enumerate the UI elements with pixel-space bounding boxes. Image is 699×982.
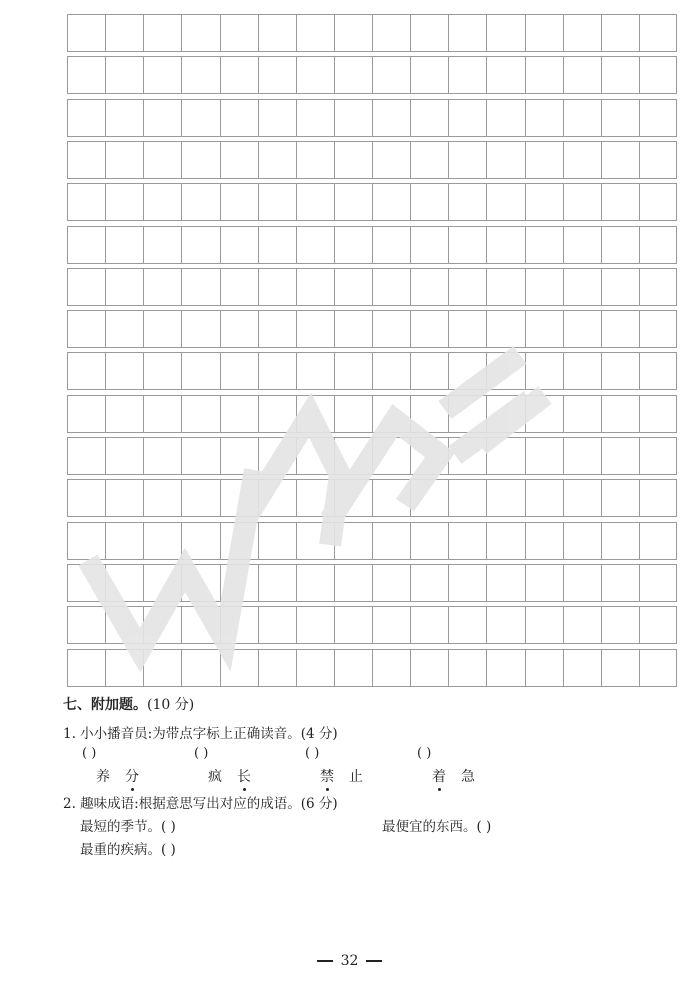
grid-cell[interactable] xyxy=(487,480,525,516)
grid-cell[interactable] xyxy=(259,396,297,432)
grid-cell[interactable] xyxy=(411,100,449,136)
grid-cell[interactable] xyxy=(106,57,144,93)
grid-cell[interactable] xyxy=(411,269,449,305)
grid-cell[interactable] xyxy=(144,227,182,263)
grid-cell[interactable] xyxy=(259,607,297,643)
word-4-char-b: 急 xyxy=(461,769,476,785)
answer-blank-4[interactable]: ( ) xyxy=(417,746,432,761)
grid-cell[interactable] xyxy=(68,15,106,51)
grid-cell[interactable] xyxy=(487,353,525,389)
grid-cell[interactable] xyxy=(602,311,640,347)
grid-cell[interactable] xyxy=(449,15,487,51)
grid-cell[interactable] xyxy=(335,100,373,136)
grid-cell[interactable] xyxy=(602,184,640,220)
grid-cell[interactable] xyxy=(221,438,259,474)
grid-cell[interactable] xyxy=(526,353,564,389)
grid-cell[interactable] xyxy=(144,607,182,643)
grid-cell[interactable] xyxy=(144,15,182,51)
grid-cell[interactable] xyxy=(68,353,106,389)
question-2-prompt: 2. 趣味成语:根据意思写出对应的成语。(6 分) xyxy=(63,796,338,812)
grid-cell[interactable] xyxy=(144,650,182,686)
grid-cell[interactable] xyxy=(411,57,449,93)
right-dash xyxy=(366,960,382,962)
grid-cell[interactable] xyxy=(449,396,487,432)
grid-cell[interactable] xyxy=(411,311,449,347)
grid-cell[interactable] xyxy=(411,438,449,474)
grid-cell[interactable] xyxy=(297,650,335,686)
section-7-score: (10 分) xyxy=(147,697,195,713)
grid-cell[interactable] xyxy=(373,523,411,559)
grid-cell[interactable] xyxy=(144,184,182,220)
grid-cell[interactable] xyxy=(221,15,259,51)
word-2-dotted-char: 长 xyxy=(237,766,252,786)
grid-cell[interactable] xyxy=(449,269,487,305)
grid-cell[interactable] xyxy=(221,353,259,389)
grid-cell[interactable] xyxy=(411,227,449,263)
grid-cell[interactable] xyxy=(259,353,297,389)
grid-cell[interactable] xyxy=(335,523,373,559)
grid-cell[interactable] xyxy=(182,523,220,559)
grid-row xyxy=(67,268,677,306)
grid-cell[interactable] xyxy=(335,480,373,516)
grid-cell[interactable] xyxy=(487,15,525,51)
grid-cell[interactable] xyxy=(411,15,449,51)
grid-cell[interactable] xyxy=(526,227,564,263)
grid-cell[interactable] xyxy=(106,142,144,178)
grid-cell[interactable] xyxy=(487,523,525,559)
grid-cell[interactable] xyxy=(411,353,449,389)
grid-cell[interactable] xyxy=(297,15,335,51)
grid-row xyxy=(67,479,677,517)
grid-cell[interactable] xyxy=(297,184,335,220)
grid-cell[interactable] xyxy=(182,396,220,432)
grid-cell[interactable] xyxy=(335,142,373,178)
grid-cell[interactable] xyxy=(259,269,297,305)
grid-cell[interactable] xyxy=(106,607,144,643)
grid-cell[interactable] xyxy=(221,142,259,178)
grid-cell[interactable] xyxy=(144,396,182,432)
grid-cell[interactable] xyxy=(602,523,640,559)
grid-cell[interactable] xyxy=(564,184,602,220)
grid-cell[interactable] xyxy=(297,480,335,516)
grid-cell[interactable] xyxy=(335,565,373,601)
grid-cell[interactable] xyxy=(602,269,640,305)
grid-cell[interactable] xyxy=(487,269,525,305)
grid-cell[interactable] xyxy=(373,480,411,516)
grid-cell[interactable] xyxy=(373,57,411,93)
question-1-prompt: 1. 小小播音员:为带点字标上正确读音。(4 分) xyxy=(63,726,338,742)
grid-cell[interactable] xyxy=(182,184,220,220)
grid-cell[interactable] xyxy=(373,396,411,432)
grid-cell[interactable] xyxy=(411,523,449,559)
grid-cell[interactable] xyxy=(335,607,373,643)
grid-cell[interactable] xyxy=(182,650,220,686)
grid-cell[interactable] xyxy=(221,480,259,516)
grid-cell[interactable] xyxy=(259,565,297,601)
grid-cell[interactable] xyxy=(487,650,525,686)
word-2-char-a: 疯 xyxy=(208,769,223,785)
grid-cell[interactable] xyxy=(564,438,602,474)
grid-cell[interactable] xyxy=(182,227,220,263)
grid-cell[interactable] xyxy=(297,523,335,559)
grid-cell[interactable] xyxy=(106,438,144,474)
grid-cell[interactable] xyxy=(526,480,564,516)
grid-cell[interactable] xyxy=(259,480,297,516)
page-number xyxy=(0,953,699,969)
grid-row xyxy=(67,14,677,52)
answer-blank-2[interactable]: ( ) xyxy=(194,746,209,761)
grid-cell[interactable] xyxy=(68,523,106,559)
word-1 xyxy=(96,766,140,786)
grid-cell[interactable] xyxy=(602,100,640,136)
grid-cell[interactable] xyxy=(144,353,182,389)
idiom-item-3: 最重的疾病。( ) xyxy=(80,842,176,858)
grid-cell[interactable] xyxy=(297,269,335,305)
grid-cell[interactable] xyxy=(335,184,373,220)
grid-cell[interactable] xyxy=(373,142,411,178)
answer-blank-3[interactable]: ( ) xyxy=(305,746,320,761)
grid-row xyxy=(67,226,677,264)
grid-cell[interactable] xyxy=(297,311,335,347)
grid-cell[interactable] xyxy=(68,269,106,305)
grid-cell[interactable] xyxy=(68,650,106,686)
grid-cell[interactable] xyxy=(221,523,259,559)
grid-cell[interactable] xyxy=(68,396,106,432)
grid-cell[interactable] xyxy=(297,100,335,136)
grid-cell[interactable] xyxy=(526,100,564,136)
grid-cell[interactable] xyxy=(373,15,411,51)
grid-cell[interactable] xyxy=(564,480,602,516)
grid-cell[interactable] xyxy=(106,15,144,51)
grid-cell[interactable] xyxy=(564,100,602,136)
grid-cell[interactable] xyxy=(449,650,487,686)
grid-cell[interactable] xyxy=(182,353,220,389)
grid-cell[interactable] xyxy=(106,565,144,601)
grid-cell[interactable] xyxy=(449,311,487,347)
grid-cell[interactable] xyxy=(564,607,602,643)
grid-cell[interactable] xyxy=(335,353,373,389)
grid-cell[interactable] xyxy=(602,438,640,474)
grid-cell[interactable] xyxy=(602,480,640,516)
grid-cell[interactable] xyxy=(182,480,220,516)
grid-row xyxy=(67,649,677,687)
grid-cell[interactable] xyxy=(259,523,297,559)
grid-row xyxy=(67,522,677,560)
grid-cell[interactable] xyxy=(526,438,564,474)
grid-cell[interactable] xyxy=(602,565,640,601)
grid-cell[interactable] xyxy=(221,184,259,220)
grid-cell[interactable] xyxy=(564,57,602,93)
grid-cell[interactable] xyxy=(297,142,335,178)
word-3 xyxy=(320,766,364,786)
grid-row xyxy=(67,437,677,475)
grid-cell[interactable] xyxy=(411,607,449,643)
grid-cell[interactable] xyxy=(221,269,259,305)
word-3-dotted-char: 禁 xyxy=(320,766,335,786)
grid-cell[interactable] xyxy=(449,565,487,601)
grid-cell[interactable] xyxy=(564,142,602,178)
grid-cell[interactable] xyxy=(106,227,144,263)
idiom-item-2: 最便宜的东西。( ) xyxy=(382,819,492,835)
grid-cell[interactable] xyxy=(526,184,564,220)
grid-cell[interactable] xyxy=(297,607,335,643)
grid-cell[interactable] xyxy=(68,100,106,136)
grid-cell[interactable] xyxy=(564,565,602,601)
grid-row xyxy=(67,56,677,94)
grid-cell[interactable] xyxy=(68,57,106,93)
grid-cell[interactable] xyxy=(487,396,525,432)
grid-row xyxy=(67,352,677,390)
grid-cell[interactable] xyxy=(564,15,602,51)
grid-cell[interactable] xyxy=(106,650,144,686)
grid-cell[interactable] xyxy=(449,353,487,389)
grid-cell[interactable] xyxy=(221,311,259,347)
grid-cell[interactable] xyxy=(297,396,335,432)
grid-cell[interactable] xyxy=(182,142,220,178)
grid-cell[interactable] xyxy=(106,311,144,347)
grid-cell[interactable] xyxy=(297,353,335,389)
grid-cell[interactable] xyxy=(526,311,564,347)
answer-blank-1[interactable]: ( ) xyxy=(82,746,97,761)
section-7-title-text: 七、附加题。 xyxy=(63,697,147,713)
grid-cell[interactable] xyxy=(106,396,144,432)
grid-cell[interactable] xyxy=(259,100,297,136)
section-7-title xyxy=(63,694,194,714)
grid-cell[interactable] xyxy=(68,311,106,347)
grid-cell[interactable] xyxy=(602,57,640,93)
grid-cell[interactable] xyxy=(335,269,373,305)
grid-cell[interactable] xyxy=(68,565,106,601)
word-2 xyxy=(208,766,252,786)
grid-cell[interactable] xyxy=(335,227,373,263)
grid-cell[interactable] xyxy=(297,57,335,93)
grid-cell[interactable] xyxy=(259,142,297,178)
grid-cell[interactable] xyxy=(373,565,411,601)
grid-cell[interactable] xyxy=(602,142,640,178)
grid-cell[interactable] xyxy=(487,438,525,474)
grid-cell[interactable] xyxy=(221,100,259,136)
grid-cell[interactable] xyxy=(106,184,144,220)
grid-cell[interactable] xyxy=(182,100,220,136)
grid-cell[interactable] xyxy=(106,523,144,559)
idiom-item-1: 最短的季节。( ) xyxy=(80,819,176,835)
grid-cell[interactable] xyxy=(144,100,182,136)
grid-cell[interactable] xyxy=(144,269,182,305)
grid-cell[interactable] xyxy=(411,184,449,220)
grid-cell[interactable] xyxy=(144,57,182,93)
grid-cell[interactable] xyxy=(68,184,106,220)
grid-cell[interactable] xyxy=(182,565,220,601)
grid-cell[interactable] xyxy=(602,607,640,643)
grid-cell[interactable] xyxy=(221,650,259,686)
grid-row xyxy=(67,395,677,433)
grid-cell[interactable] xyxy=(564,353,602,389)
grid-cell[interactable] xyxy=(487,184,525,220)
word-3-char-b: 止 xyxy=(349,769,364,785)
grid-cell[interactable] xyxy=(297,227,335,263)
grid-cell[interactable] xyxy=(106,269,144,305)
grid-cell[interactable] xyxy=(526,396,564,432)
grid-cell[interactable] xyxy=(602,650,640,686)
grid-cell[interactable] xyxy=(602,227,640,263)
grid-cell[interactable] xyxy=(487,565,525,601)
grid-cell[interactable] xyxy=(373,184,411,220)
grid-cell[interactable] xyxy=(564,396,602,432)
grid-cell[interactable] xyxy=(411,396,449,432)
grid-cell[interactable] xyxy=(221,565,259,601)
grid-cell[interactable] xyxy=(449,227,487,263)
grid-cell[interactable] xyxy=(297,438,335,474)
grid-cell[interactable] xyxy=(144,142,182,178)
left-dash xyxy=(317,960,333,962)
grid-cell[interactable] xyxy=(373,269,411,305)
grid-cell[interactable] xyxy=(68,227,106,263)
grid-cell[interactable] xyxy=(335,396,373,432)
grid-cell[interactable] xyxy=(259,311,297,347)
grid-cell[interactable] xyxy=(564,523,602,559)
grid-cell[interactable] xyxy=(68,438,106,474)
grid-cell[interactable] xyxy=(449,100,487,136)
grid-cell[interactable] xyxy=(487,311,525,347)
grid-cell[interactable] xyxy=(297,565,335,601)
grid-cell[interactable] xyxy=(449,607,487,643)
word-4-dotted-char: 着 xyxy=(432,766,447,786)
grid-cell[interactable] xyxy=(449,184,487,220)
grid-cell[interactable] xyxy=(487,100,525,136)
grid-cell[interactable] xyxy=(373,650,411,686)
grid-cell[interactable] xyxy=(259,227,297,263)
grid-cell[interactable] xyxy=(144,523,182,559)
page-number-text: 32 xyxy=(340,953,359,969)
grid-cell[interactable] xyxy=(449,480,487,516)
grid-cell[interactable] xyxy=(411,142,449,178)
grid-cell[interactable] xyxy=(449,142,487,178)
grid-cell[interactable] xyxy=(106,480,144,516)
grid-cell[interactable] xyxy=(144,565,182,601)
grid-cell[interactable] xyxy=(411,565,449,601)
grid-cell[interactable] xyxy=(602,15,640,51)
grid-cell[interactable] xyxy=(526,523,564,559)
grid-cell[interactable] xyxy=(487,227,525,263)
grid-cell[interactable] xyxy=(221,57,259,93)
grid-cell[interactable] xyxy=(449,57,487,93)
word-1-dotted-char: 分 xyxy=(125,766,140,786)
grid-cell[interactable] xyxy=(259,650,297,686)
grid-cell[interactable] xyxy=(564,269,602,305)
grid-cell[interactable] xyxy=(373,100,411,136)
grid-cell[interactable] xyxy=(373,607,411,643)
grid-cell[interactable] xyxy=(373,227,411,263)
grid-cell[interactable] xyxy=(182,607,220,643)
grid-cell[interactable] xyxy=(335,650,373,686)
grid-cell[interactable] xyxy=(259,57,297,93)
grid-cell[interactable] xyxy=(602,353,640,389)
grid-cell[interactable] xyxy=(144,311,182,347)
grid-cell[interactable] xyxy=(182,57,220,93)
grid-cell[interactable] xyxy=(526,269,564,305)
grid-cell[interactable] xyxy=(106,100,144,136)
grid-cell[interactable] xyxy=(68,142,106,178)
grid-cell[interactable] xyxy=(487,142,525,178)
grid-cell[interactable] xyxy=(68,607,106,643)
grid-cell[interactable] xyxy=(526,57,564,93)
grid-cell[interactable] xyxy=(182,15,220,51)
grid-cell[interactable] xyxy=(221,227,259,263)
grid-cell[interactable] xyxy=(449,438,487,474)
grid-cell[interactable] xyxy=(411,480,449,516)
grid-cell[interactable] xyxy=(259,15,297,51)
grid-cell[interactable] xyxy=(487,57,525,93)
grid-row xyxy=(67,141,677,179)
grid-row xyxy=(67,310,677,348)
grid-cell[interactable] xyxy=(373,311,411,347)
grid-cell[interactable] xyxy=(182,269,220,305)
grid-cell[interactable] xyxy=(335,438,373,474)
grid-cell[interactable] xyxy=(259,438,297,474)
grid-cell[interactable] xyxy=(335,15,373,51)
grid-cell[interactable] xyxy=(526,650,564,686)
grid-row xyxy=(67,564,677,602)
grid-cell[interactable] xyxy=(526,565,564,601)
grid-cell[interactable] xyxy=(373,438,411,474)
grid-row xyxy=(67,606,677,644)
grid-cell[interactable] xyxy=(335,311,373,347)
grid-cell[interactable] xyxy=(182,311,220,347)
grid-cell[interactable] xyxy=(564,227,602,263)
grid-cell[interactable] xyxy=(411,650,449,686)
grid-cell[interactable] xyxy=(564,311,602,347)
word-1-char-a: 养 xyxy=(96,769,111,785)
word-4 xyxy=(432,766,476,786)
grid-cell[interactable] xyxy=(221,396,259,432)
grid-cell[interactable] xyxy=(487,607,525,643)
grid-cell[interactable] xyxy=(68,480,106,516)
grid-row xyxy=(67,183,677,221)
grid-cell[interactable] xyxy=(144,438,182,474)
grid-cell[interactable] xyxy=(449,523,487,559)
grid-cell[interactable] xyxy=(526,142,564,178)
grid-cell[interactable] xyxy=(335,57,373,93)
grid-cell[interactable] xyxy=(564,650,602,686)
grid-cell[interactable] xyxy=(106,353,144,389)
grid-row xyxy=(67,99,677,137)
grid-cell[interactable] xyxy=(602,396,640,432)
grid-cell[interactable] xyxy=(526,15,564,51)
grid-cell[interactable] xyxy=(526,607,564,643)
grid-cell[interactable] xyxy=(221,607,259,643)
grid-cell[interactable] xyxy=(182,438,220,474)
grid-cell[interactable] xyxy=(144,480,182,516)
grid-cell[interactable] xyxy=(373,353,411,389)
grid-cell[interactable] xyxy=(259,184,297,220)
